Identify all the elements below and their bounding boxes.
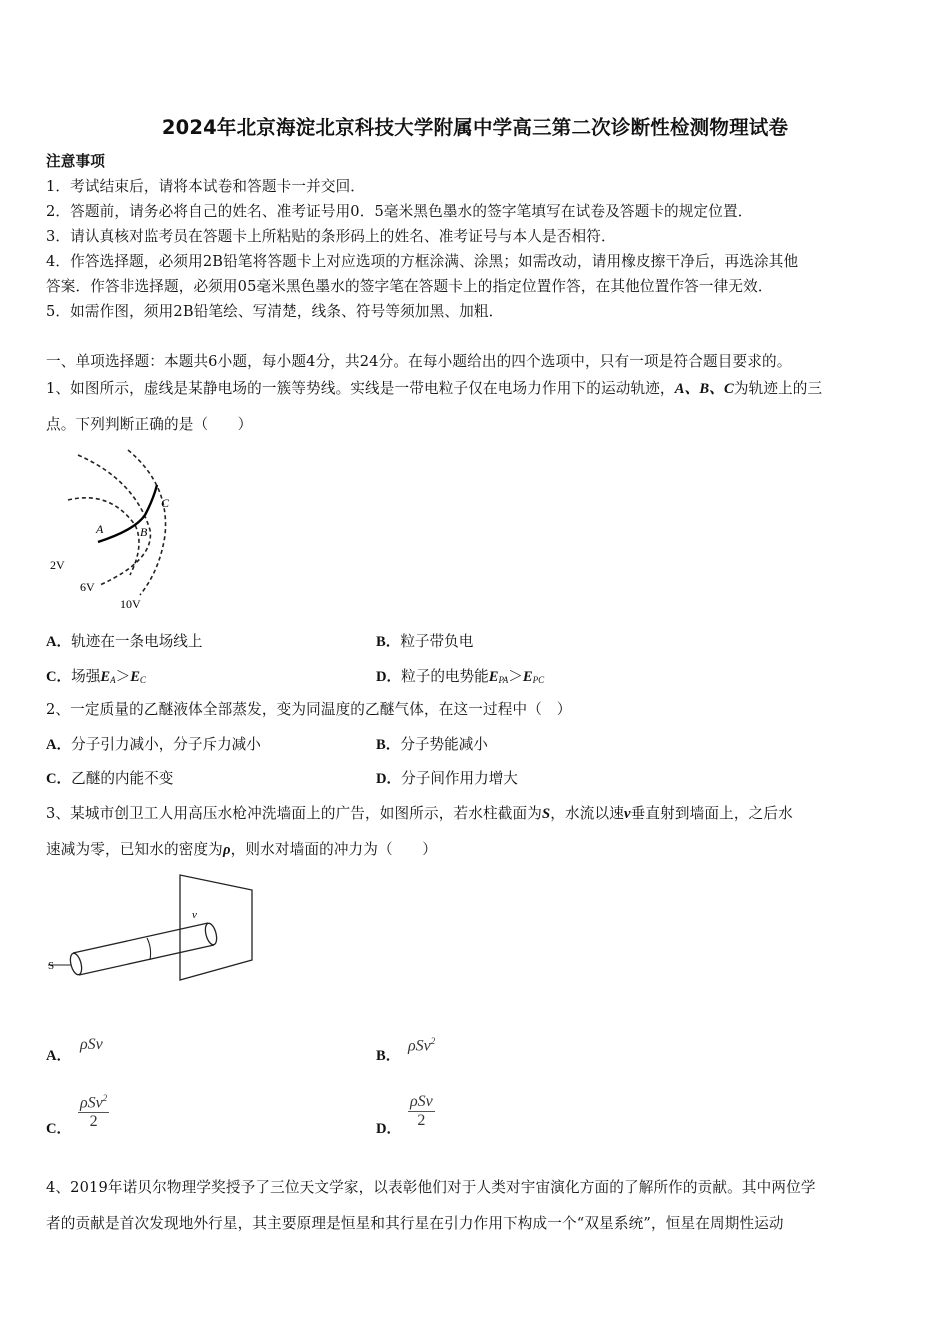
var-v: v bbox=[624, 806, 631, 822]
q3-text: 3、某城市创卫工人用高压水枪冲洗墙面上的广告，如图所示，若水柱截面为 bbox=[46, 805, 542, 822]
question-4-stem-cont: 者的贡献是首次发现地外行星，其主要原理是恒星和其行星在引力作用下构成一个“双星系统”，恒星在周期性运动 bbox=[46, 1215, 784, 1232]
option-label: D． bbox=[376, 669, 402, 685]
q2-option-b bbox=[376, 733, 488, 754]
denominator: 2 bbox=[417, 1112, 426, 1129]
option-text: 分子间作用力增大 bbox=[401, 770, 518, 787]
option-text: 分子势能减小 bbox=[400, 736, 488, 753]
question-4-stem: 4、2019年诺贝尔物理学奖授予了三位天文学家，以表彰他们对于人类对宇宙演化方面的了解所作的贡献。其中两位学 bbox=[46, 1179, 816, 1196]
label-10v: 10V bbox=[120, 597, 141, 611]
option-text: 轨迹在一条电场线上 bbox=[71, 633, 203, 650]
q3-option-a-formula: ρSv bbox=[80, 1036, 103, 1053]
q3-option-c bbox=[46, 1117, 71, 1138]
notice-item: 3．请认真核对监考员在答题卡上所粘贴的条形码上的姓名、准考证号与本人是否相符． bbox=[46, 228, 616, 245]
option-label: D． bbox=[376, 1121, 402, 1137]
q3-option-b-formula bbox=[408, 1036, 435, 1055]
var-e: E bbox=[130, 669, 140, 685]
q3-text: 垂直射到墙面上，之后水 bbox=[630, 805, 793, 822]
gt-sign: ＞ bbox=[508, 668, 523, 685]
label-c: C bbox=[161, 496, 170, 510]
q1-option-a bbox=[46, 630, 203, 651]
exponent: 2 bbox=[430, 1036, 436, 1046]
option-label: A． bbox=[46, 634, 72, 650]
option-text: 粒子的电势能 bbox=[401, 668, 489, 685]
option-label: B． bbox=[376, 1048, 401, 1064]
q3-text: ，则水对墙面的冲力为（ ） bbox=[230, 841, 438, 858]
subscript: PC bbox=[532, 675, 545, 685]
q2-option-d bbox=[376, 767, 518, 788]
q1-text: 1、如图所示，虚线是某静电场的一簇等势线。实线是一带电粒子仅在电场力作用下的运动轨迹， bbox=[46, 380, 675, 397]
q1-text-end: 为轨迹上的三 bbox=[733, 380, 823, 397]
q3-option-b bbox=[376, 1044, 400, 1065]
notice-item: 答案．作答非选择题，必须用05毫米黑色墨水的签字笔在答题卡上的指定位置作答，在其他位置作答一律无效． bbox=[46, 278, 773, 295]
question-3-stem bbox=[46, 802, 793, 823]
option-label: C． bbox=[46, 669, 72, 685]
option-label: B． bbox=[376, 634, 401, 650]
q2-option-c bbox=[46, 767, 173, 788]
page-title: 2024年北京海淀北京科技大学附属中学高三第二次诊断性检测物理试卷 bbox=[161, 116, 789, 139]
var-rho: ρ bbox=[222, 842, 231, 858]
water-jet-figure bbox=[44, 870, 264, 990]
numerator: ρSv bbox=[410, 1093, 433, 1110]
gt-sign: ＞ bbox=[115, 668, 131, 685]
jet-top-edge bbox=[73, 923, 208, 953]
q3-text: ，水流以速 bbox=[550, 805, 624, 822]
question-1-stem-cont: 点。下列判断正确的是（ ） bbox=[46, 416, 253, 433]
q3-option-c-formula bbox=[78, 1093, 109, 1131]
notice-heading: 注意事项 bbox=[46, 153, 105, 170]
option-label: D． bbox=[376, 771, 402, 787]
option-text: 场强 bbox=[71, 668, 101, 685]
notice-item: 5．如需作图，须用2B铅笔绘、写清楚，线条、符号等须加黑、加粗． bbox=[46, 303, 504, 320]
q1-option-b bbox=[376, 630, 473, 651]
question-3-stem-cont bbox=[46, 838, 437, 859]
notice-item: 2．答题前，请务必将自己的姓名、准考证号用0．5毫米黑色墨水的签字笔填写在试卷及答题卡的规定位置． bbox=[46, 203, 753, 220]
fraction bbox=[78, 1093, 109, 1131]
var-e: E bbox=[488, 669, 499, 685]
option-label: C． bbox=[46, 771, 72, 787]
jet-section-mark bbox=[147, 938, 151, 960]
numerator bbox=[78, 1093, 109, 1113]
question-1-stem bbox=[46, 377, 822, 398]
label-2v: 2V bbox=[50, 558, 65, 572]
q2-option-a bbox=[46, 733, 261, 754]
q3-option-d bbox=[376, 1117, 401, 1138]
notice-item: 1．考试结束后，请将本试卷和答题卡一并交回． bbox=[46, 178, 366, 195]
q1-option-c bbox=[46, 665, 146, 686]
var-s: S bbox=[541, 806, 551, 822]
formula-base: ρSv bbox=[80, 1094, 103, 1112]
denominator: 2 bbox=[89, 1113, 98, 1131]
option-label: A． bbox=[46, 737, 72, 753]
equipotential-figure bbox=[40, 445, 190, 615]
option-text: 粒子带负电 bbox=[400, 633, 474, 650]
notice-item: 4．作答选择题，必须用2B铅笔将答题卡上对应选项的方框涂满、涂黑；如需改动，请用橡皮擦干净后，再选涂其他 bbox=[46, 253, 799, 270]
equipotential-2v bbox=[68, 498, 139, 575]
subscript: C bbox=[139, 675, 146, 685]
fraction bbox=[408, 1093, 435, 1130]
q3-option-a bbox=[46, 1044, 71, 1065]
subscript: A bbox=[110, 675, 116, 685]
exponent: 2 bbox=[102, 1093, 108, 1103]
option-label: A． bbox=[46, 1048, 72, 1064]
wall-plate bbox=[180, 875, 252, 980]
var-e: E bbox=[522, 669, 533, 685]
q1-points: A、B、C bbox=[674, 381, 734, 397]
label-6v: 6V bbox=[80, 580, 95, 594]
q1-option-d bbox=[376, 665, 544, 686]
jet-end bbox=[203, 922, 218, 946]
q3-text: 速减为零，已知水的密度为 bbox=[46, 841, 223, 858]
label-s: S bbox=[48, 960, 55, 972]
question-2-stem: 2、一定质量的乙醚液体全部蒸发，变为同温度的乙醚气体，在这一过程中（ ） bbox=[46, 701, 572, 718]
formula-base: ρSv bbox=[408, 1037, 431, 1055]
particle-trajectory bbox=[98, 485, 157, 542]
subscript: PA bbox=[498, 675, 509, 685]
jet-cross-section bbox=[68, 952, 83, 976]
option-text: 分子引力减小，分子斥力减小 bbox=[71, 736, 261, 753]
option-text: 乙醚的内能不变 bbox=[71, 770, 174, 787]
label-b: B bbox=[140, 525, 148, 539]
label-v: v bbox=[192, 909, 197, 921]
section-heading: 一、单项选择题：本题共6小题，每小题4分，共24分。在每小题给出的四个选项中，只有一项是符合题目要求的。 bbox=[46, 353, 792, 370]
option-label: C． bbox=[46, 1121, 72, 1137]
jet-bottom-edge bbox=[79, 945, 214, 975]
label-a: A bbox=[96, 522, 104, 536]
var-e: E bbox=[100, 669, 111, 685]
option-label: B． bbox=[376, 737, 401, 753]
q3-option-d-formula bbox=[408, 1093, 435, 1130]
